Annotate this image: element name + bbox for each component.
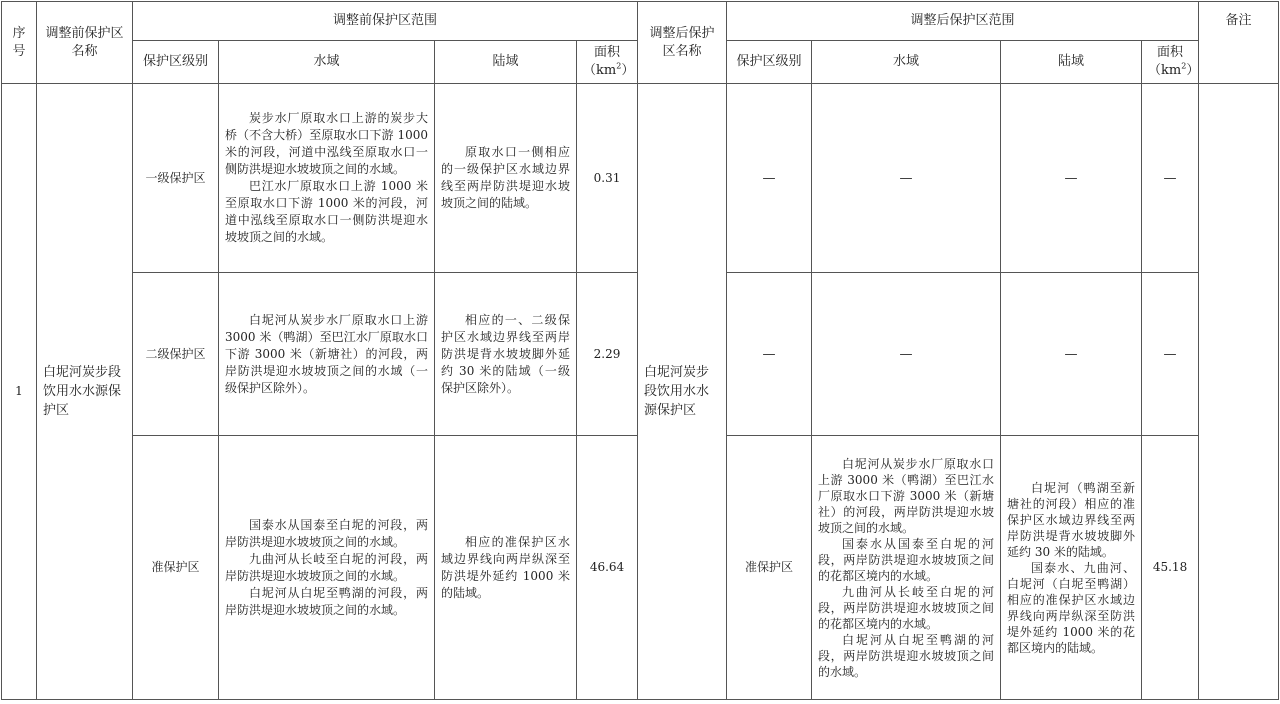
header-before-land: 陆域 — [435, 41, 577, 84]
after-area-3: 45.18 — [1142, 436, 1199, 700]
after-zone-name: 白坭河炭步段饮用水水源保护区 — [638, 84, 727, 700]
remarks-cell — [1199, 84, 1279, 700]
row-seq: 1 — [2, 84, 37, 700]
header-before-level: 保护区级别 — [133, 41, 219, 84]
before-area-1: 0.31 — [577, 84, 638, 273]
before-water-2: 白坭河从炭步水厂原取水口上游 3000 米（鸭湖）至巴江水厂原取水口下游 3000 米（新塘社）的河段，两岸防洪堤迎水坡坡顶之间的水域（一级保护区除外）。 — [219, 273, 435, 436]
before-level-2: 二级保护区 — [133, 273, 219, 436]
before-area-2: 2.29 — [577, 273, 638, 436]
header-after-level: 保护区级别 — [727, 41, 812, 84]
header-after-area-unit: $(km^2)$ — [1148, 61, 1200, 78]
header-before-area-label: 面积 — [594, 45, 621, 60]
header-after-name: 调整后保护区名称 — [638, 2, 727, 84]
before-area-3: 46.64 — [577, 436, 638, 700]
table-row-level-1 — [2, 84, 1279, 273]
after-level-3: 准保护区 — [727, 436, 812, 700]
header-row-1 — [2, 2, 1279, 41]
before-water-1-para-2: 巴江水厂原取水口上游 1000 米至原取水口下游 1000 米的河段，河道中泓线至原取水口一侧防洪堤迎水坡坡顶之间的水域。 — [225, 179, 428, 244]
after-water-2: — — [812, 273, 1001, 436]
protection-zone-table — [1, 1, 1279, 700]
after-area-2: — — [1142, 273, 1199, 436]
header-seq: 序号 — [2, 2, 37, 84]
before-level-3: 准保护区 — [133, 436, 219, 700]
after-level-2: — — [727, 273, 812, 436]
after-level-1: — — [727, 84, 812, 273]
before-zone-name: 白坭河炭步段饮用水水源保护区 — [37, 84, 133, 700]
before-land-3: 相应的准保护区水域边界线向两岸纵深至防洪堤外延约 1000 米的陆域。 — [435, 436, 577, 700]
header-remarks: 备注 — [1199, 2, 1279, 84]
after-area-1: — — [1142, 84, 1199, 273]
after-land-1: — — [1001, 84, 1142, 273]
after-water-1: — — [812, 84, 1001, 273]
before-land-1: 原取水口一侧相应的一级保护区水域边界线至两岸防洪堤迎水坡坡顶之间的陆域。 — [435, 84, 577, 273]
header-before-area — [577, 41, 638, 84]
header-before-scope: 调整前保护区范围 — [133, 2, 638, 41]
before-water-3: 国泰水从国泰至白坭的河段，两岸防洪堤迎水坡坡顶之间的水域。 九曲河从长岐至白坭的河段，两岸防洪堤迎水坡坡顶之间的水域。 白坭河从白坭至鸭湖的河段，两岸防洪堤迎水坡坡顶之间的水域。 — [219, 436, 435, 700]
header-before-water: 水域 — [219, 41, 435, 84]
header-after-water: 水域 — [812, 41, 1001, 84]
header-after-area — [1142, 41, 1199, 84]
after-water-3: 白坭河从炭步水厂原取水口上游 3000 米（鸭湖）至巴江水厂原取水口下游 3000 米（新塘社）的河段，两岸防洪堤迎水坡坡顶之间的水域。 国泰水从国泰至白坭的河段，两岸防洪堤迎水坡坡顶之间的花都区境内的水域。 九曲河从长岐至白坭的河段，两岸防洪堤迎水坡坡顶之间的花都区境内的水域。 白坭河从白坭至鸭湖的河段，两岸防洪堤迎水坡坡顶之间的水域。 — [812, 436, 1001, 700]
before-water-1 — [219, 84, 435, 273]
header-after-scope: 调整后保护区范围 — [727, 2, 1199, 41]
header-after-area-label: 面积 — [1157, 45, 1184, 60]
after-land-3: 白坭河（鸭湖至新塘社的河段）相应的准保护区水域边界线至两岸防洪堤背水坡坡脚外延约 30 米的陆域。 国泰水、九曲河、白坭河（白坭至鸭湖）相应的准保护区水域边界线向两岸纵深至防洪堤外延约 1000 米的花都区境内的陆域。 — [1001, 436, 1142, 700]
header-before-area-unit: $(km^2)$ — [583, 61, 635, 78]
before-land-2: 相应的一、二级保护区水域边界线至两岸防洪堤背水坡坡脚外延约 30 米的陆域（一级保护区除外）。 — [435, 273, 577, 436]
before-level-1: 一级保护区 — [133, 84, 219, 273]
header-before-name: 调整前保护区名称 — [37, 2, 133, 84]
header-after-land: 陆域 — [1001, 41, 1142, 84]
before-water-1-para-1: 炭步水厂原取水口上游的炭步大桥（不含大桥）至原取水口下游 1000 米的河段，河道中泓线至原取水口一侧防洪堤迎水坡坡顶之间的水域。 — [225, 111, 428, 176]
after-land-2: — — [1001, 273, 1142, 436]
